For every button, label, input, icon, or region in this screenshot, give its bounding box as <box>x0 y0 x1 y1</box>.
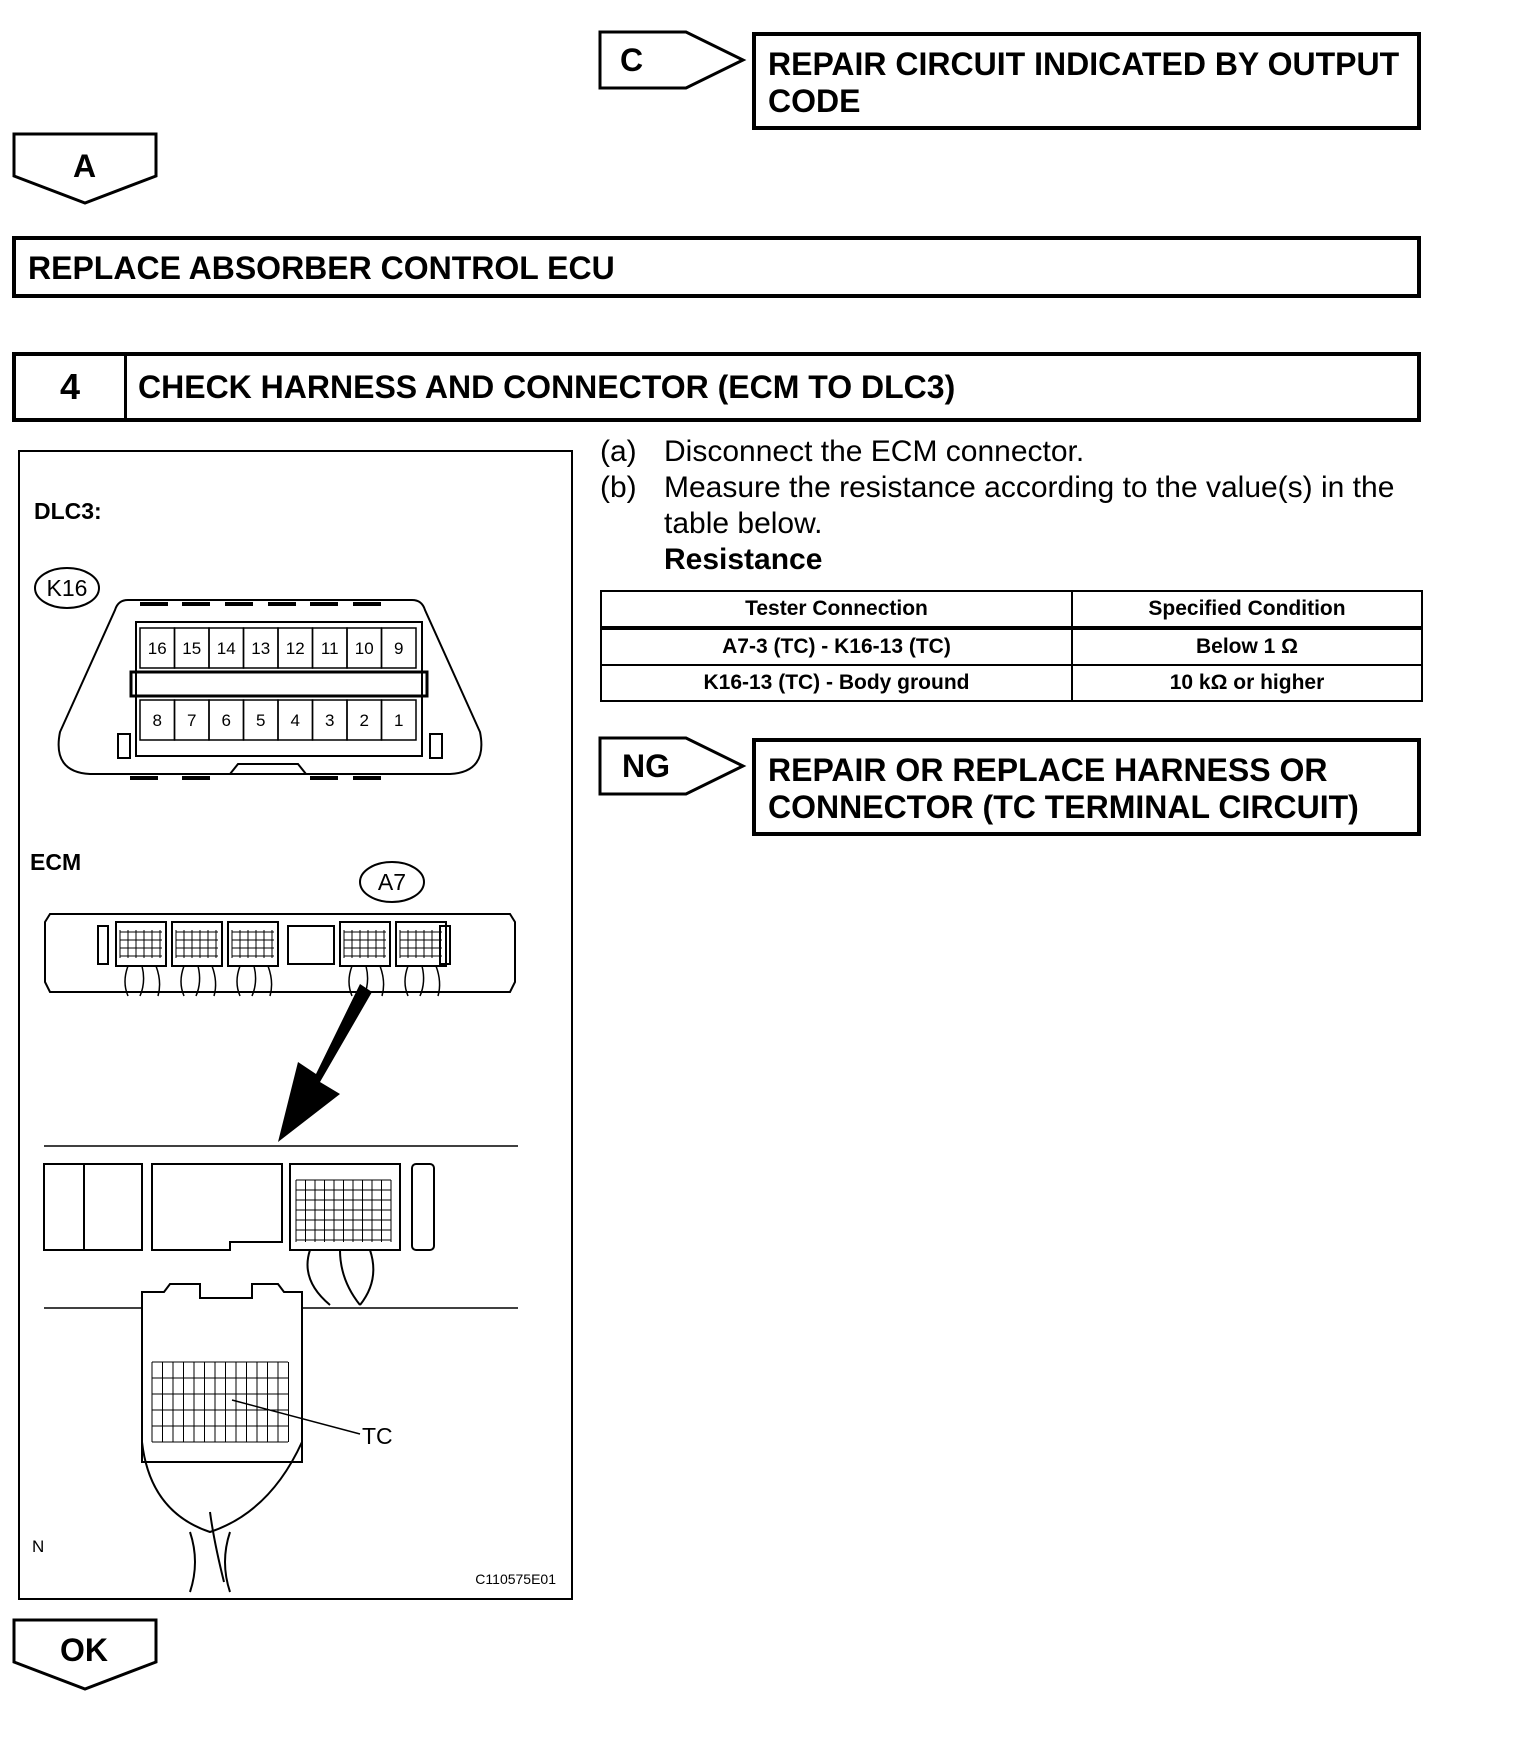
dlc3-housing <box>59 600 482 774</box>
table-cell: 10 kΩ or higher <box>1072 665 1422 701</box>
figure-code: C110575E01 <box>475 1571 556 1587</box>
instruction-a-text: Disconnect the ECM connector. <box>664 435 1085 468</box>
connector-figure <box>18 450 573 1600</box>
replace-ecu-text: REPLACE ABSORBER CONTROL ECU <box>28 250 615 286</box>
repair-circuit-output-code-box <box>752 32 1421 130</box>
k16-id: K16 <box>46 575 88 601</box>
ecm-label: ECM <box>30 849 82 875</box>
tc-label: TC <box>362 1423 393 1449</box>
dlc3-pin-number: 1 <box>394 711 404 730</box>
dlc3-pin-number: 3 <box>325 711 335 730</box>
table-header-row <box>601 591 1422 628</box>
repair-circuit-output-code-text: REPAIR CIRCUIT INDICATED BY OUTPUT CODE <box>768 46 1400 119</box>
ecm-connector <box>396 922 446 966</box>
dlc3-label: DLC3: <box>34 498 102 524</box>
resistance-table <box>600 590 1423 702</box>
ecm-connector <box>172 922 222 966</box>
dlc3-pin-number: 15 <box>182 639 202 658</box>
branch-ng-label: NG <box>622 748 670 784</box>
repair-harness-box <box>752 738 1421 836</box>
instruction-b-text: Measure the resistance according to the value(s) in the table below. <box>664 471 1395 540</box>
resistance-heading: Resistance <box>664 543 823 576</box>
dlc3-pin-number: 8 <box>152 711 162 730</box>
ecm-connector <box>116 922 166 966</box>
step-title: CHECK HARNESS AND CONNECTOR (ECM TO DLC3) <box>138 369 956 405</box>
dlc3-pin-number: 14 <box>216 639 236 658</box>
branch-a-label: A <box>73 148 97 184</box>
ecm-connector <box>340 922 390 966</box>
dlc3-pin-number: 10 <box>354 639 374 658</box>
dlc3-pin-number: 4 <box>290 711 300 730</box>
header-tester-connection: Tester Connection <box>601 591 1072 628</box>
dlc3-pin-number: 9 <box>394 639 404 658</box>
dlc3-pin-number: 16 <box>147 639 167 658</box>
table-row <box>601 628 1422 665</box>
table-row <box>601 665 1422 701</box>
dlc3-pin-number: 7 <box>187 711 197 730</box>
step-number: 4 <box>16 356 127 418</box>
instruction-b-marker: (b) <box>600 471 637 504</box>
branch-ng-arrow <box>598 736 748 798</box>
ecm-connector <box>228 922 278 966</box>
dlc3-pin-number: 5 <box>256 711 266 730</box>
table-cell: Below 1 Ω <box>1072 628 1422 665</box>
instruction-a-marker: (a) <box>600 435 637 468</box>
dlc3-pin-number: 6 <box>221 711 231 730</box>
dlc3-pin-number: 12 <box>285 639 305 658</box>
dlc3-pin-number: 2 <box>359 711 369 730</box>
header-specified-condition: Specified Condition <box>1072 591 1422 628</box>
zoom-arrow <box>278 984 372 1142</box>
table-cell: A7-3 (TC) - K16-13 (TC) <box>601 628 1072 665</box>
connector-illustration <box>20 452 571 1598</box>
dlc3-pin-number: 13 <box>251 639 271 658</box>
a7-id: A7 <box>377 869 407 895</box>
corner-mark: N <box>32 1537 45 1556</box>
dlc3-pin-number: 11 <box>320 639 339 658</box>
branch-c-label: C <box>620 42 644 78</box>
replace-ecu-box <box>12 236 1421 298</box>
step-4-header <box>12 352 1421 422</box>
table-cell: K16-13 (TC) - Body ground <box>601 665 1072 701</box>
repair-harness-text: REPAIR OR REPLACE HARNESS OR CONNECTOR (TC TERMINAL CIRCUIT) <box>768 752 1359 825</box>
branch-ok-label: OK <box>60 1632 108 1668</box>
